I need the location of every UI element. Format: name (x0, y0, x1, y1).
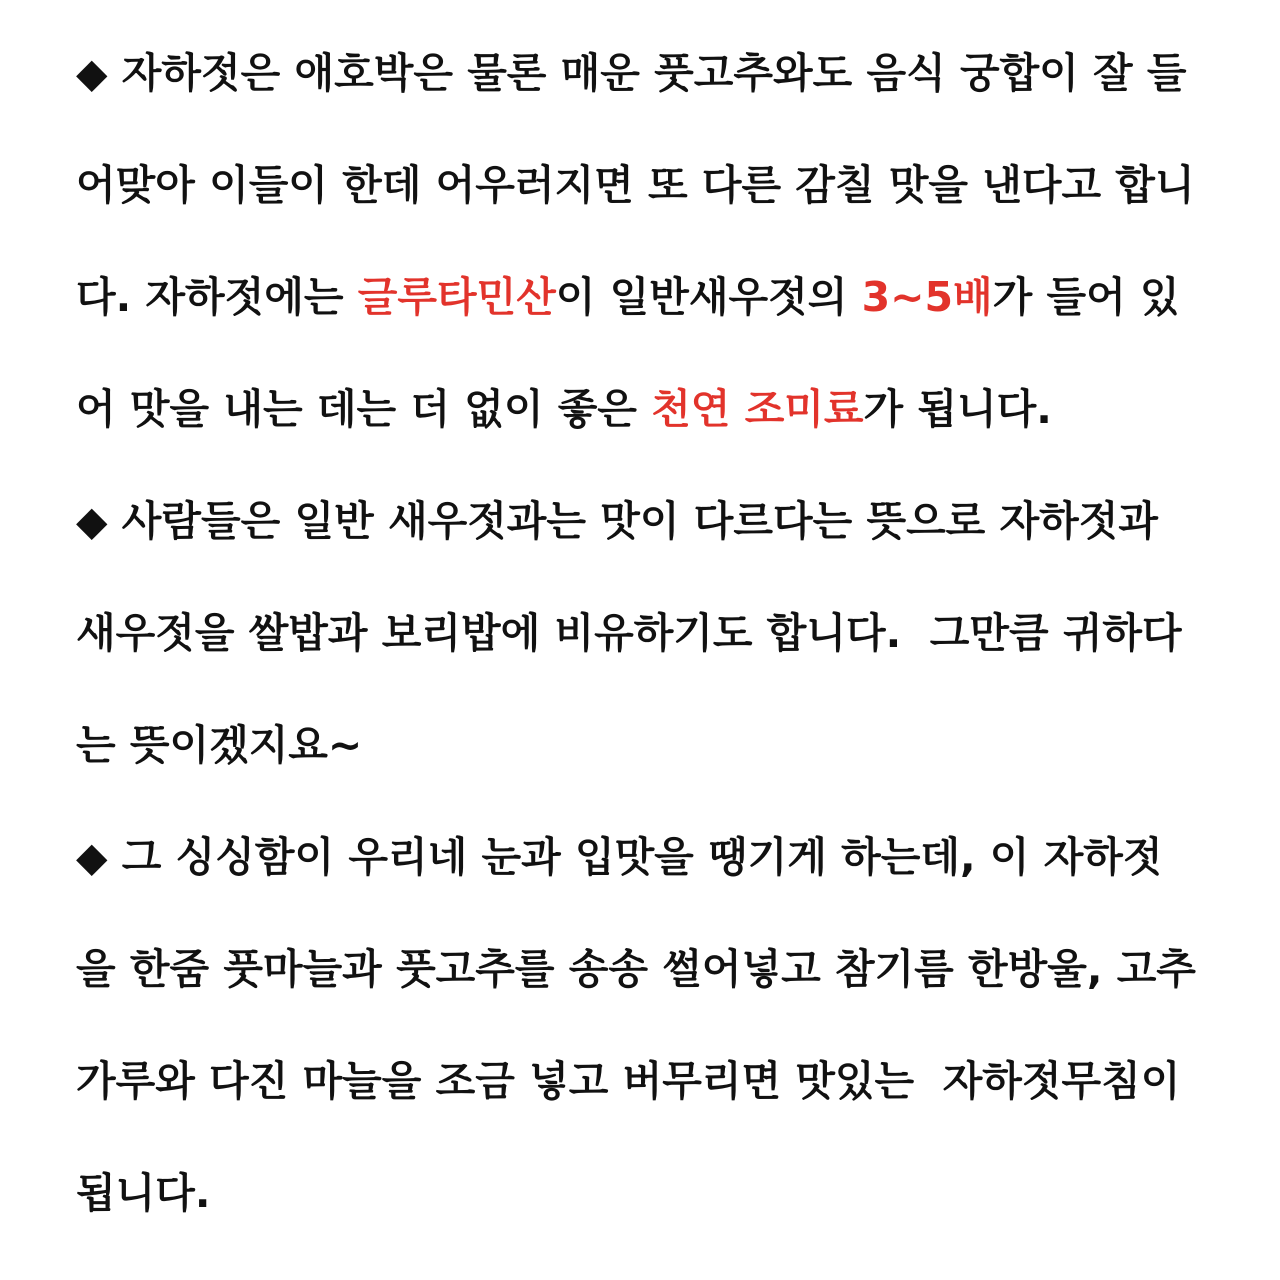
text-segment: 가루와 다진 마늘을 조금 넣고 버무리면 맛있는 자하젓무침이 (76, 1057, 1181, 1105)
highlighted-text: 천연 조미료 (651, 385, 864, 433)
highlighted-text: 3~5배 (861, 273, 993, 321)
text-segment: 가 됩니다. (863, 385, 1052, 433)
text-line (76, 374, 1256, 486)
text-line (76, 486, 1256, 598)
text-segment: ◆ 사람들은 일반 새우젓과는 맛이 다르다는 뜻으로 자하젓과 (76, 497, 1158, 545)
text-segment: ◆ 그 싱싱함이 우리네 눈과 입맛을 땡기게 하는데, 이 자하젓 (76, 833, 1163, 881)
text-line (76, 1158, 1256, 1270)
text-segment: 는 뜻이겠지요~ (76, 721, 363, 769)
text-segment: 가 들어 있 (992, 273, 1180, 321)
text-line (76, 934, 1256, 1046)
text-segment: 을 한줌 풋마늘과 풋고추를 송송 썰어넣고 참기름 한방울, 고추 (76, 945, 1196, 993)
text-segment: ◆ 자하젓은 애호박은 물론 매운 풋고추와도 음식 궁합이 잘 들 (76, 49, 1187, 97)
article-body (76, 38, 1256, 1270)
highlighted-text: 글루타민산 (357, 273, 556, 321)
text-line (76, 598, 1256, 710)
text-segment: 됩니다. (76, 1169, 211, 1217)
text-line (76, 262, 1256, 374)
text-line (76, 38, 1256, 150)
text-segment: 어맞아 이들이 한데 어우러지면 또 다른 감칠 맛을 낸다고 합니 (76, 161, 1195, 209)
text-segment: 새우젓을 쌀밥과 보리밥에 비유하기도 합니다. 그만큼 귀하다 (76, 609, 1182, 657)
text-line (76, 822, 1256, 934)
text-segment: 어 맛을 내는 데는 더 없이 좋은 (76, 385, 652, 433)
text-segment: 다. 자하젓에는 (76, 273, 358, 321)
text-line (76, 150, 1256, 262)
text-segment: 이 일반새우젓의 (555, 273, 862, 321)
text-line (76, 1046, 1256, 1158)
text-line (76, 710, 1256, 822)
